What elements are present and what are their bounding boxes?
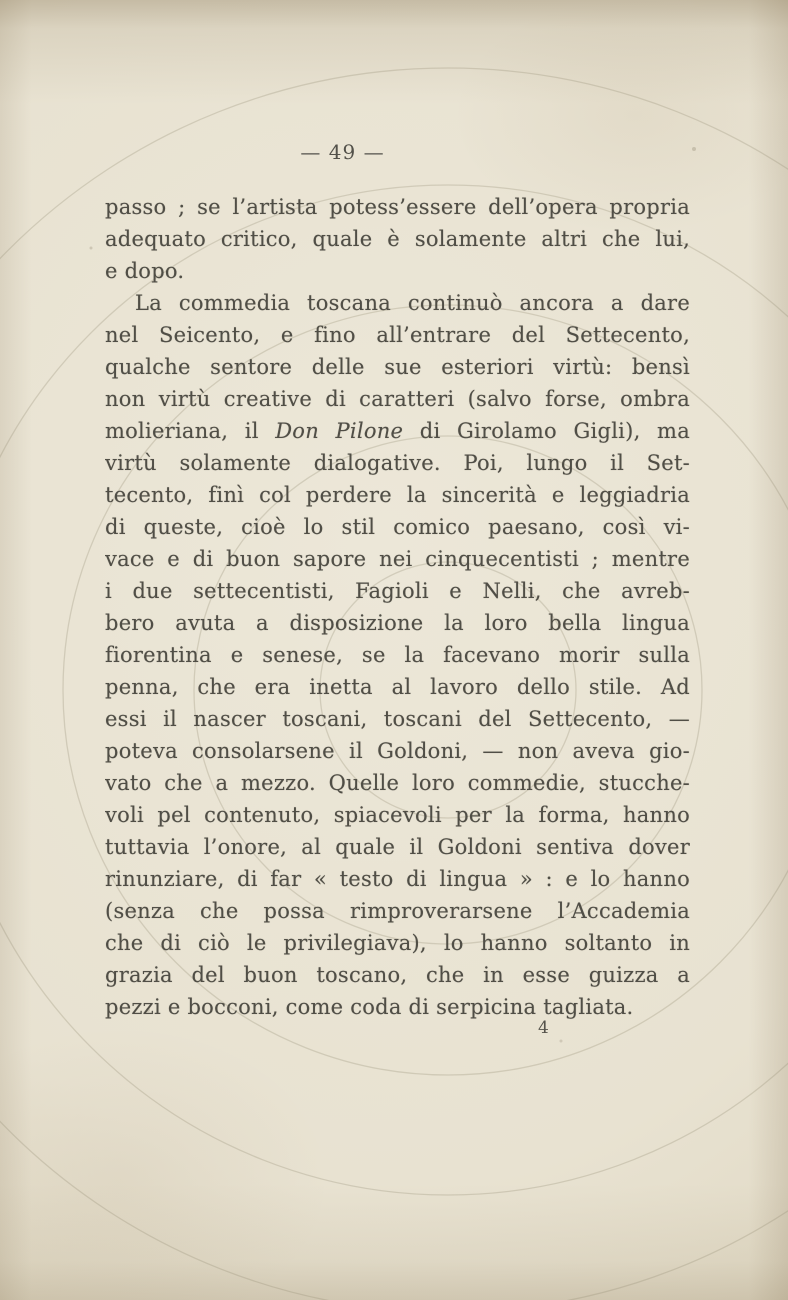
text-line: [105, 639, 690, 671]
text-segment: fiorentina e senese, se la facevano morir sulla: [105, 643, 690, 667]
text-line: [105, 927, 690, 959]
text-segment: qualche sentore delle sue esteriori virtù: bensì: [105, 355, 690, 379]
text-segment: essi il nascer toscani, toscani del Settecento, —: [105, 707, 690, 731]
text-line: [105, 255, 690, 287]
text-line: [105, 319, 690, 351]
text-segment: bero avuta a disposizione la loro bella lingua: [105, 611, 690, 635]
text-line: [105, 191, 690, 223]
text-block: [105, 191, 690, 1023]
text-segment: rinunziare, di far « testo di lingua » : e lo hanno: [105, 867, 690, 891]
text-segment: tecento, finì col perdere la sincerità e leggiadria: [105, 483, 690, 507]
paper-specks: [0, 0, 2, 2]
text-segment: non virtù creative di caratteri (salvo forse, ombra: [105, 387, 690, 411]
text-segment: adequato critico, quale è solamente altri che lui,: [105, 227, 690, 251]
text-line: [105, 479, 690, 511]
text-line: [105, 863, 690, 895]
text-line: [105, 991, 690, 1023]
text-segment: tuttavia l’onore, al quale il Goldoni sentiva dover: [105, 835, 690, 859]
text-segment: (senza che possa rimproverarsene l’Accademia: [105, 899, 690, 923]
text-segment: i due settecentisti, Fagioli e Nelli, che avreb-: [105, 579, 690, 603]
text-line: [105, 895, 690, 927]
italic-text: Don Pilone: [275, 419, 404, 443]
text-line: [105, 671, 690, 703]
text-segment: pezzi e bocconi, come coda di serpicina tagliata.: [105, 995, 634, 1019]
text-line: [105, 447, 690, 479]
text-line: [105, 831, 690, 863]
text-line: [105, 543, 690, 575]
text-line: [105, 703, 690, 735]
text-segment: poteva consolarsene il Goldoni, — non aveva gio-: [105, 739, 690, 763]
text-line: [105, 767, 690, 799]
text-segment: virtù solamente dialogative. Poi, lungo il Set-: [105, 451, 690, 475]
text-line: [105, 959, 690, 991]
text-segment: nel Seicento, e fino all’entrare del Settecento,: [105, 323, 690, 347]
text-line: [105, 799, 690, 831]
text-line: [105, 223, 690, 255]
text-line: [105, 735, 690, 767]
signature-mark: 4: [538, 1018, 549, 1038]
text-segment: che di ciò le privilegiava), lo hanno soltanto in: [105, 931, 690, 955]
text-segment: passo ; se l’artista potess’essere dell’opera propria: [105, 195, 690, 219]
text-segment: di queste, cioè lo stil comico paesano, così vi-: [105, 515, 690, 539]
text-segment: La commedia toscana continuò ancora a dare: [135, 291, 690, 315]
text-line: [105, 511, 690, 543]
page-number: — 49 —: [300, 140, 385, 164]
text-segment: molieriana, il: [105, 419, 276, 443]
text-line: [105, 383, 690, 415]
text-segment: penna, che era inetta al lavoro dello stile. Ad: [105, 675, 690, 699]
text-segment: vato che a mezzo. Quelle loro commedie, stucche-: [105, 771, 690, 795]
text-segment: di Girolamo Gigli), ma: [403, 419, 690, 443]
text-segment: voli pel contenuto, spiacevoli per la forma, hanno: [105, 803, 690, 827]
text-line: [105, 575, 690, 607]
text-line: [105, 415, 690, 447]
text-line: [105, 351, 690, 383]
text-segment: e dopo.: [105, 259, 185, 283]
text-segment: vace e di buon sapore nei cinquecentisti ; mentre: [105, 547, 690, 571]
text-line: [105, 287, 690, 319]
text-segment: grazia del buon toscano, che in esse guizza a: [105, 963, 690, 987]
text-line: [105, 607, 690, 639]
